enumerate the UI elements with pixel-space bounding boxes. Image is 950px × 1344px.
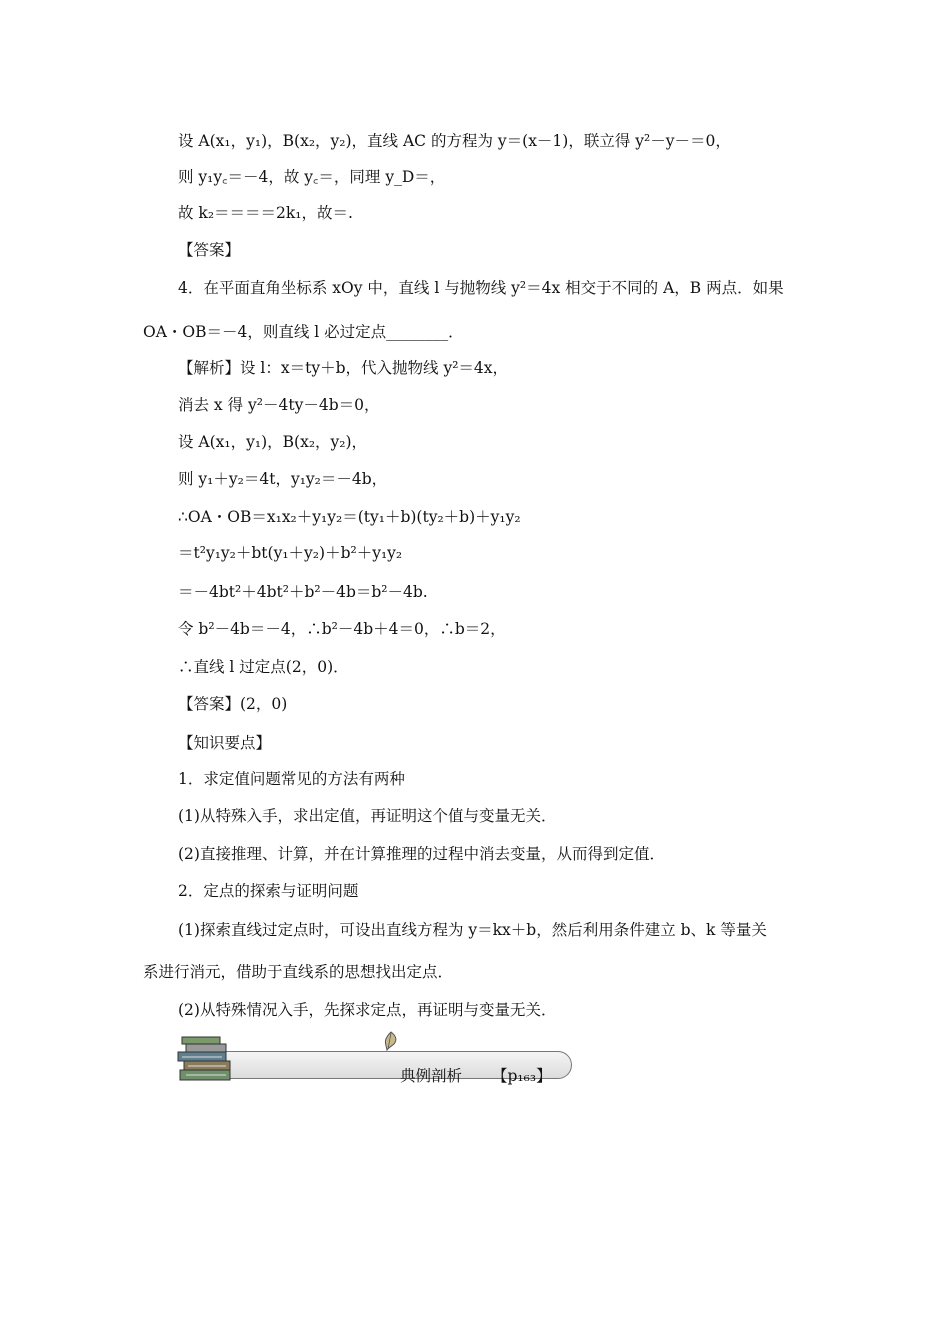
- text-line: ＝t²y₁y₂＋bt(y₁＋y₂)＋b²＋y₁y₂: [178, 544, 403, 562]
- answer-line: 【答案】(2，0): [178, 695, 288, 713]
- text-line: ＝－4bt²＋4bt²＋b²－4b＝b²－4b.: [178, 583, 428, 601]
- text-line: (1)从特殊入手，求出定值，再证明这个值与变量无关．: [178, 807, 557, 825]
- problem-4-line: OA・OB＝－4，则直线 l 必过定点________．: [143, 323, 464, 341]
- text-line: (2)从特殊情况入手，先探求定点，再证明与变量无关．: [178, 1001, 557, 1019]
- text-line: 则 y₁＋y₂＝4t，y₁y₂＝－4b，: [178, 470, 388, 488]
- text-line: 2．定点的探索与证明问题: [178, 882, 359, 900]
- text-line: 则 y₁y꜀＝－4，故 y꜀＝，同理 y_D＝，: [178, 168, 446, 186]
- text-line: 设 A(x₁，y₁)，B(x₂，y₂)，直线 AC 的方程为 y＝(x－1)，联立得 y²－y－＝0，: [178, 132, 731, 150]
- leaf-icon: [380, 1030, 402, 1052]
- books-icon: [176, 1032, 236, 1084]
- solution-heading: 【解析】设 l：x＝ty＋b，代入抛物线 y²＝4x，: [178, 359, 509, 377]
- text-line: 故 k₂＝＝＝＝2k₁，故＝.: [178, 204, 353, 222]
- banner-title: 典例剖析: [400, 1067, 463, 1085]
- text-line: 1．求定值问题常见的方法有两种: [178, 770, 405, 788]
- page-reference: 【p₁₆₃】: [492, 1067, 552, 1085]
- answer-heading: 【答案】: [178, 241, 241, 259]
- text-line: 系进行消元，借助于直线系的思想找出定点．: [143, 963, 454, 981]
- text-line: ∴OA・OB＝x₁x₂＋y₁y₂＝(ty₁＋b)(ty₂＋b)＋y₁y₂: [178, 508, 521, 526]
- text-line: 设 A(x₁，y₁)，B(x₂，y₂)，: [178, 433, 368, 451]
- text-line: 令 b²－4b＝－4，∴b²－4b＋4＝0，∴b＝2，: [178, 620, 506, 638]
- text-line: (2)直接推理、计算，并在计算推理的过程中消去变量，从而得到定值．: [178, 845, 665, 863]
- knowledge-heading: 【知识要点】: [178, 734, 272, 752]
- problem-4-line: 4．在平面直角坐标系 xOy 中，直线 l 与抛物线 y²＝4x 相交于不同的 A，B 两点．如果: [178, 279, 784, 297]
- text-line: (1)探索直线过定点时，可设出直线方程为 y＝kx＋b，然后利用条件建立 b、k 等量关: [178, 921, 767, 939]
- text-line: 消去 x 得 y²－4ty－4b＝0，: [178, 396, 380, 414]
- text-line: ∴直线 l 过定点(2，0)．: [178, 658, 349, 676]
